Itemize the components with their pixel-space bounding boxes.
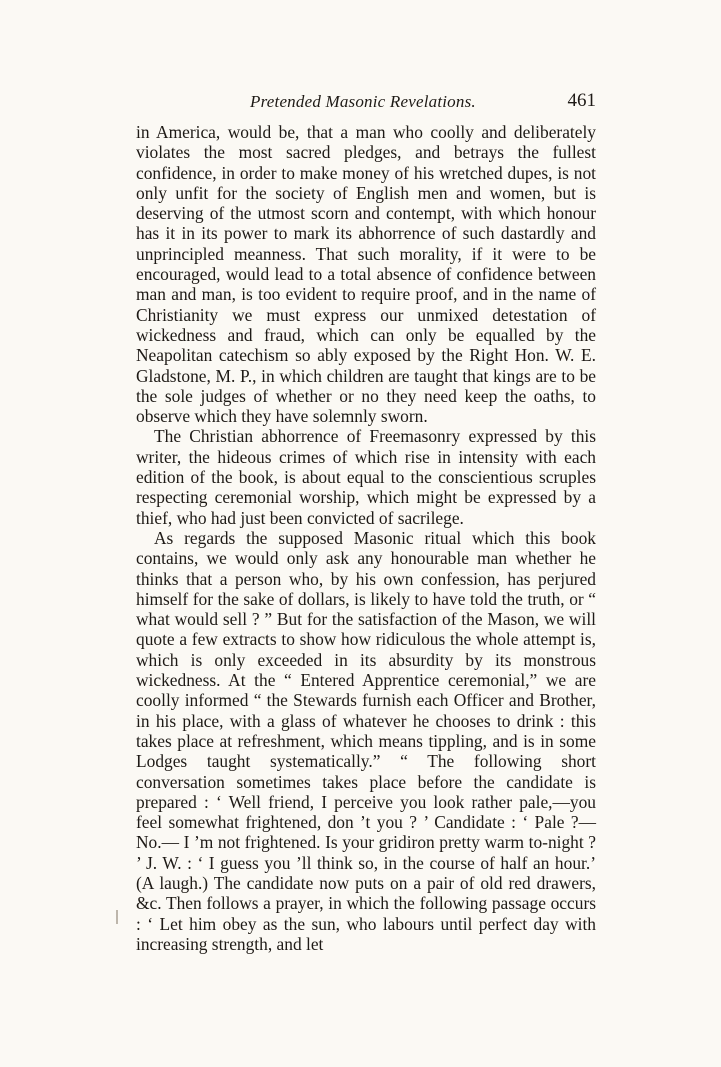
margin-mark	[116, 910, 118, 924]
paragraph-3: As regards the supposed Masonic ritual which this book contains, we would only ask any honourable man whether he thinks that a person who, by his own confession, has perjured himself for the sake of dollars, is likely to have told the truth, or “ what would sell ? ” But for the satisfaction of the Mason, we will quote a few extracts to show how ridiculous the whole attempt is, which is only exceeded in its absurdity by its monstrous wickedness. At the “ Entered Apprentice ceremonial,” we are coolly informed “ the Stewards furnish each Officer and Brother, in his place, with a glass of whatever he chooses to drink : this takes place at refreshment, which means tippling, and is in some Lodges taught systematically.” “ The following short conversation sometimes takes place before the candidate is prepared : ‘ Well friend, I perceive you look rather pale,—you feel somewhat frightened, don ’t you ? ’ Candidate : ‘ Pale ?—No.— I ’m not frightened. Is your gridiron pretty warm to-night ? ’ J. W. : ‘ I guess you ’ll think so, in the course of half an hour.’ (A laugh.) The candidate now puts on a pair of old red drawers, &c. Then follows a prayer, in which the following passage occurs : ‘ Let him obey as the sun, who labours until perfect day with increasing strength, and let	[136, 527, 596, 954]
running-title: Pretended Masonic Revelations.	[250, 92, 476, 111]
paragraph-2: The Christian abhorrence of Freemasonry expressed by this writer, the hideous crimes of which rise in intensity with each edition of the book, is about equal to the conscientious scruples respecting ceremonial worship, which might be expressed by a thief, who had just been convicted of sacrilege.	[136, 426, 596, 528]
body-text	[136, 122, 596, 954]
page-number: 461	[567, 90, 596, 111]
paragraph-1: in America, would be, that a man who coolly and deliberately violates the most sacred pledges, and betrays the fullest confidence, in order to make money of his wretched dupes, is not only unfit for the society of English men and women, but is deserving of the utmost scorn and contempt, with which honour has it in its power to mark its abhorrence of such dastardly and unprincipled meanness. That such morality, if it were to be encouraged, would lead to a total absence of confidence between man and man, is too evident to require proof, and in the name of Christianity we must express our unmixed detestation of wickedness and fraud, which can only be equalled by the Neapolitan catechism so ably exposed by the Right Hon. W. E. Gladstone, M. P., in which children are taught that kings are to be the sole judges of whether or no they need keep the oaths, to observe which they have solemnly sworn.	[136, 122, 596, 427]
page-header	[136, 86, 596, 116]
